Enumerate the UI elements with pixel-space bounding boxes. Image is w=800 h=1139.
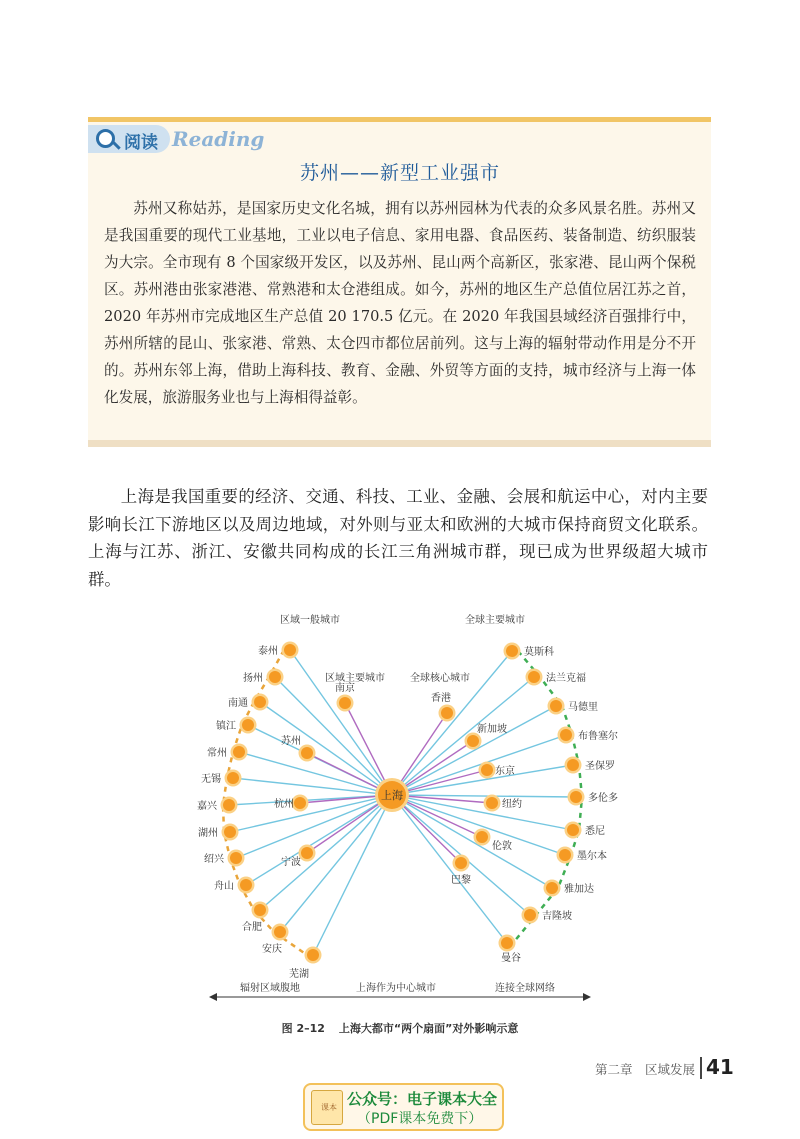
city-node [269, 671, 281, 683]
city-node [550, 700, 562, 712]
city-label: 法兰克福 [546, 673, 586, 684]
axis-right-label: 连接全球网络 [495, 983, 555, 994]
city-label: 马德里 [568, 702, 598, 713]
city-label: 新加坡 [477, 724, 507, 735]
city-node [560, 729, 572, 741]
city-node [301, 847, 313, 859]
city-node [476, 831, 488, 843]
city-label: 香港 [431, 693, 451, 704]
axis-middle-label: 上海作为中心城市 [356, 983, 436, 994]
city-label: 芜湖 [289, 969, 309, 980]
city-node [224, 826, 236, 838]
reading-tag [88, 123, 265, 155]
city-label: 镇江 [216, 721, 236, 732]
magnifier-icon [96, 129, 115, 148]
footer-divider [700, 1057, 702, 1079]
city-node [486, 797, 498, 809]
city-label: 杭州 [274, 799, 294, 810]
city-node [455, 857, 467, 869]
connection-line [260, 795, 392, 910]
reading-title: 苏州——新型工业强市 [300, 162, 501, 184]
reading-bottom-bar [88, 440, 711, 447]
reading-tag-en: Reading [172, 127, 265, 151]
axis-left-label: 辐射区域腹地 [240, 983, 300, 994]
city-label: 舟山 [214, 881, 234, 892]
city-label: 绍兴 [204, 854, 224, 865]
city-node [284, 644, 296, 656]
chapter-label: 第二章 区域发展 [594, 1062, 695, 1077]
banner-line-1: 公众号：电子课本大全 [347, 1090, 498, 1108]
label-global-major: 全球主要城市 [465, 615, 525, 626]
city-node [294, 797, 306, 809]
city-label: 南通 [228, 698, 248, 709]
city-node [567, 759, 579, 771]
city-node [546, 882, 558, 894]
city-label: 多伦多 [588, 793, 618, 804]
city-node [301, 747, 313, 759]
city-label: 墨尔本 [577, 851, 607, 862]
city-label: 布鲁塞尔 [578, 731, 618, 742]
figure-caption [180, 1020, 620, 1036]
reading-tag-cn: 阅读 [124, 133, 158, 153]
city-label: 合肥 [242, 922, 262, 933]
city-label: 曼谷 [501, 953, 521, 964]
city-node [339, 697, 351, 709]
city-label: 伦敦 [492, 841, 512, 852]
city-label: 常州 [207, 748, 227, 759]
reading-top-bar [88, 117, 711, 122]
connection-line [392, 795, 573, 830]
city-label: 苏州 [281, 736, 301, 747]
city-node [242, 719, 254, 731]
city-label: 安庆 [262, 944, 282, 955]
city-node [240, 879, 252, 891]
connection-line [260, 702, 392, 795]
connection-line [392, 677, 534, 795]
city-label: 巴黎 [451, 875, 471, 886]
page-number: 41 [706, 1055, 734, 1079]
connection-line [290, 650, 392, 795]
city-node [223, 799, 235, 811]
city-label: 悉尼 [585, 826, 605, 837]
figure-title: 上海大都市“两个扇面”对外影响示意 [338, 1022, 519, 1035]
city-node [230, 852, 242, 864]
main-paragraph: 上海是我国重要的经济、交通、科技、工业、金融、会展和航运中心，对内主要影响长江下游地区以及周边地域，对外则与亚太和欧洲的大城市保持商贸文化联系。上海与江苏、浙江、安徽共同构成的长江三角洲城市群，现已成为世界级超大城市群。 [88, 487, 708, 589]
fan-diagram [150, 605, 650, 1025]
city-label: 湖州 [198, 828, 218, 839]
city-node [528, 671, 540, 683]
city-node [233, 746, 245, 758]
city-label: 扬州 [243, 673, 263, 684]
label-global-core: 全球核心城市 [410, 673, 470, 684]
shanghai-label: 上海 [381, 789, 403, 802]
watermark-banner [303, 1083, 504, 1131]
city-node [501, 937, 513, 949]
city-node [506, 645, 518, 657]
city-label: 宁波 [281, 857, 301, 868]
city-node [254, 904, 266, 916]
connection-line [233, 778, 392, 795]
city-node [274, 926, 286, 938]
figure-number: 图 2–12 [281, 1022, 325, 1035]
reading-paragraph: 苏州又称姑苏，是国家历史文化名城，拥有以苏州园林为代表的众多风景名胜。苏州又是我国重要的现代工业基地，工业以电子信息、家用电器、食品医药、装备制造、纺织服装为大宗。全市现有 8 个国家级开发区，以及苏州、昆山两个高新区，张家港、昆山两个保税区。苏州港由张家港港、常熟港和太仓港组成。如今，苏州的地区生产总值位居江苏之首，2020 年苏州市完成地区生产总值 20 170.5 亿元。在 2020 年我国县域经济百强排行中，苏州所辖的昆山、张家港、常熟、太仓四市都位居前列。这与上海的辐射带动作用是分不开的。苏州东邻上海，借助上海科技、教育、金融、外贸等方面的支持，城市经济与上海一体化发展，旅游服务业也与上海相得益彰。 [104, 200, 696, 406]
book-icon [311, 1090, 343, 1125]
banner-line-2: （PDF课本免费下） [357, 1111, 483, 1127]
city-node [567, 824, 579, 836]
city-label: 东京 [495, 766, 515, 777]
city-node [467, 735, 479, 747]
city-node [254, 696, 266, 708]
city-node [570, 791, 582, 803]
fan-diagram-svg [150, 605, 650, 1025]
city-node [559, 849, 571, 861]
city-label: 嘉兴 [197, 801, 217, 812]
city-node [441, 707, 453, 719]
city-label: 圣保罗 [585, 761, 615, 772]
label-regional-general: 区域一般城市 [280, 615, 340, 626]
city-label: 吉隆坡 [542, 911, 572, 922]
city-label: 泰州 [258, 646, 278, 657]
connection-line [392, 795, 507, 943]
city-node [227, 772, 239, 784]
city-label: 南京 [335, 683, 355, 694]
city-node [481, 764, 493, 776]
label-regional-major: 区域主要城市 [325, 673, 385, 684]
city-label: 雅加达 [564, 884, 594, 895]
city-label: 无锡 [201, 774, 221, 785]
book-icon-text: 课本 [321, 1103, 337, 1112]
city-label: 纽约 [502, 799, 522, 810]
city-node [524, 909, 536, 921]
city-node [307, 949, 319, 961]
city-label: 莫斯科 [524, 647, 554, 658]
